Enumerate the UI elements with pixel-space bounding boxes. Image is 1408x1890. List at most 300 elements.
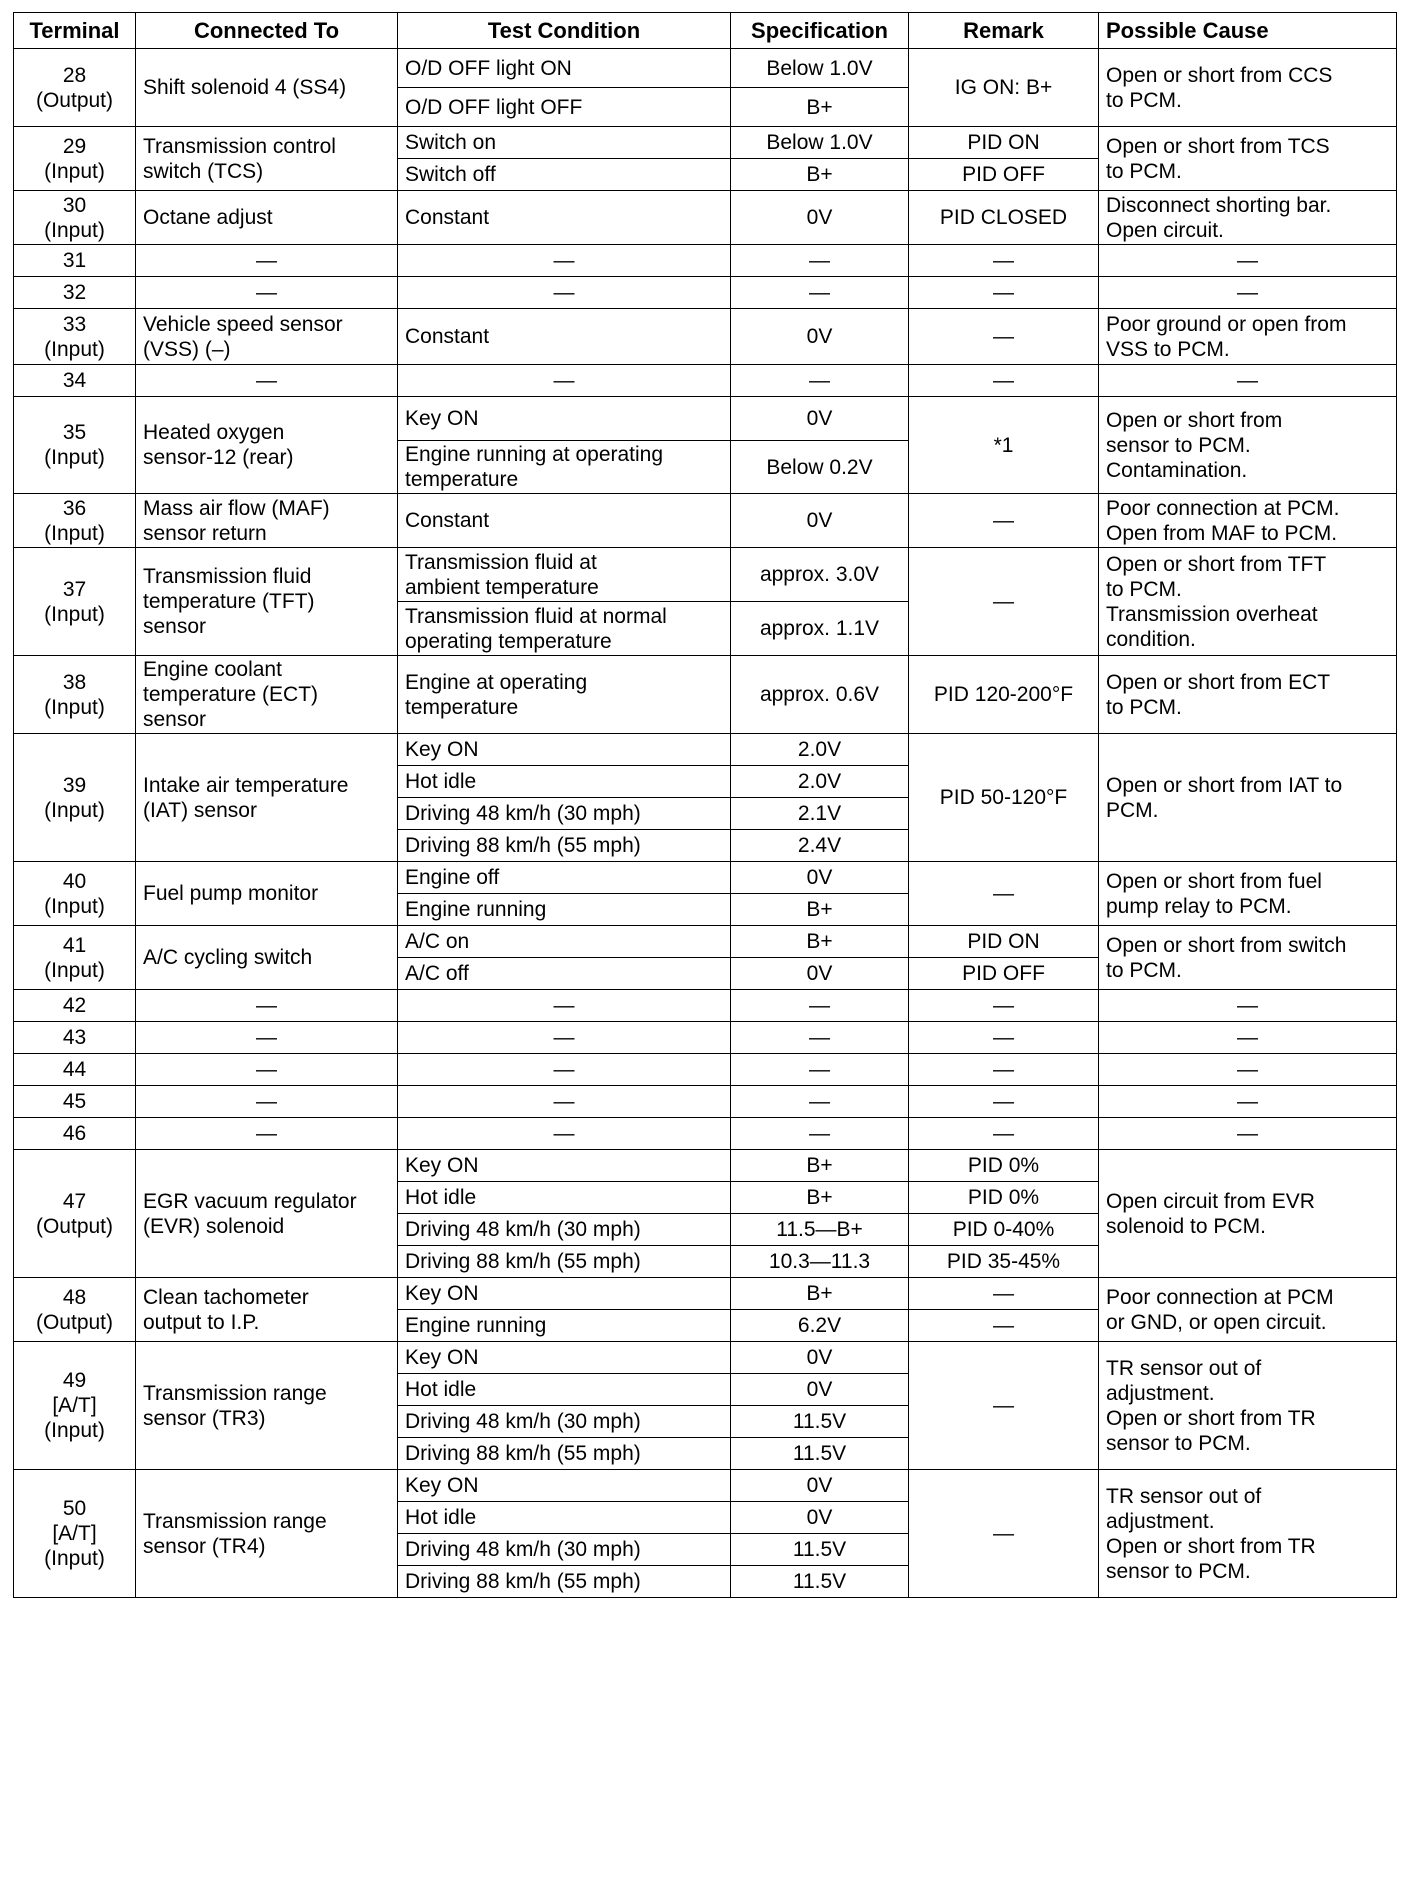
connected-cell-line: EGR vacuum regulator [143,1189,357,1213]
spec-cell [731,798,909,830]
cause-cell-line: Open or short from fuel [1106,869,1322,893]
spec-cell-line: 2.0V [797,738,842,761]
table-row [14,1470,1397,1502]
condition-cell [398,734,731,766]
terminal-cell [14,127,136,191]
remark-cell [909,862,1099,926]
cause-cell-line: to PCM. [1106,159,1182,183]
remark-cell-line: — [993,509,1014,532]
remark-cell: — [909,1118,1099,1150]
spec-cell [731,309,909,365]
spec-cell [731,1310,909,1342]
remark-cell-line: — [993,1282,1014,1305]
connected-cell-line: sensor [143,708,207,731]
spec-cell [731,494,909,548]
terminal-cell [14,1118,136,1150]
cause-cell: — [1099,245,1397,277]
connected-cell [136,1278,398,1342]
terminal-cell [14,309,136,365]
remark-cell-line: PID 0% [967,1154,1040,1177]
condition-cell [398,1182,731,1214]
spec-cell [731,1150,909,1182]
cause-cell-line: VSS to PCM. [1106,337,1230,361]
terminal-cell [14,191,136,245]
condition-cell [398,1150,731,1182]
condition-cell [398,397,731,441]
condition-cell-line: Transmission fluid at [405,550,597,574]
table-row [14,191,1397,245]
connected-cell-line: Heated oxygen [143,421,285,444]
remark-cell-line: PID 0% [967,1186,1040,1209]
connected-cell [136,397,398,494]
header-row [14,13,1397,49]
condition-cell-line: Constant [405,206,490,229]
cause-cell [1099,191,1397,245]
connected-cell: — [136,990,398,1022]
terminal-cell-line: (Input) [44,521,105,545]
spec-cell [731,441,909,494]
connected-cell: — [136,1086,398,1118]
cause-cell-line: Open or short from TR [1106,1406,1316,1430]
spec-cell [731,88,909,127]
spec-cell [731,1502,909,1534]
condition-cell-line: Driving 88 km/h (55 mph) [405,1442,641,1465]
remark-cell [909,1342,1099,1470]
condition-cell [398,1246,731,1278]
terminal-cell-line: 37 [62,577,87,601]
table-row [14,1022,1397,1054]
table-row [14,1086,1397,1118]
table-row [14,245,1397,277]
cause-cell-line: TR sensor out of [1106,1484,1262,1508]
spec-cell-line: 0V [806,1474,833,1497]
table-row [14,277,1397,309]
remark-cell [909,127,1099,159]
terminal-cell-line: 30 [62,193,87,217]
cause-cell-line: TR sensor out of [1106,1356,1262,1380]
cause-cell-line: condition. [1106,627,1196,651]
connected-cell-line: Clean tachometer [143,1285,309,1309]
condition-cell: — [398,1022,731,1054]
table-row [14,127,1397,159]
terminal-cell-line: (Output) [35,1214,114,1238]
condition-cell-line: Driving 48 km/h (30 mph) [405,802,641,825]
cause-cell-line: to PCM. [1106,695,1182,719]
spec-cell: — [731,277,909,309]
terminal-cell [14,548,136,656]
cause-cell-line: adjustment. [1106,1381,1215,1405]
table-row [14,1150,1397,1182]
remark-cell [909,1150,1099,1182]
condition-cell [398,1278,731,1310]
condition-cell-line: ambient temperature [405,575,599,599]
spec-cell-line: 0V [806,206,833,229]
condition-cell-line: Constant [405,325,490,348]
cause-cell [1099,127,1397,191]
condition-cell [398,602,731,656]
table-row [14,1118,1397,1150]
header-remark: Remark [909,13,1099,49]
condition-cell-line: Hot idle [405,1186,477,1209]
remark-cell: — [909,990,1099,1022]
condition-cell-line: Hot idle [405,770,477,793]
condition-cell-line: Switch on [405,131,497,154]
connected-cell-line: A/C cycling switch [143,946,313,969]
terminal-cell-line: 31 [62,249,87,272]
condition-cell-line: Transmission fluid at normal [405,604,667,628]
condition-cell [398,191,731,245]
remark-cell-line: PID ON [967,930,1040,953]
remark-cell-line: PID OFF [962,163,1045,186]
spec-cell [731,1342,909,1374]
condition-cell [398,1534,731,1566]
cause-cell-line: Transmission overheat [1106,602,1318,626]
connected-cell-line: sensor (TR4) [143,1534,266,1558]
connected-cell-line: Transmission fluid [143,565,312,588]
condition-cell-line: operating temperature [405,629,612,653]
terminal-cell-line: (Input) [44,958,105,982]
spec-cell-line: B+ [806,1282,833,1305]
cause-cell [1099,1342,1397,1470]
condition-cell-line: Switch off [405,163,496,186]
connected-cell-line: Transmission range [143,1381,327,1405]
condition-cell-line: Key ON [405,407,479,430]
condition-cell: — [398,1118,731,1150]
terminal-cell-line: (Output) [35,1310,114,1334]
remark-cell [909,494,1099,548]
cause-cell [1099,734,1397,862]
table-body [14,49,1397,1598]
terminal-cell [14,990,136,1022]
connected-cell [136,191,398,245]
connected-cell: — [136,1118,398,1150]
connected-cell [136,309,398,365]
remark-cell-line: — [993,1522,1014,1545]
spec-cell-line: B+ [806,898,833,921]
remark-cell-line: PID 50-120°F [939,786,1068,809]
terminal-cell-line: 44 [62,1058,87,1081]
table-row [14,1342,1397,1374]
condition-cell [398,766,731,798]
spec-cell-line: 0V [806,866,833,889]
terminal-cell-line: 40 [62,869,87,893]
connected-cell-line: sensor [143,615,207,638]
connected-cell-line: Octane adjust [143,206,273,229]
spec-cell [731,958,909,990]
table-row [14,309,1397,365]
condition-cell: — [398,365,731,397]
spec-cell-line: B+ [806,1186,833,1209]
connected-cell: — [136,245,398,277]
spec-cell [731,1438,909,1470]
spec-cell [731,830,909,862]
remark-cell [909,734,1099,862]
cause-cell-line: to PCM. [1106,88,1182,112]
connected-cell-line: Mass air flow (MAF) [143,496,330,520]
spec-cell: — [731,990,909,1022]
spec-cell [731,1470,909,1502]
header-connected-to: Connected To [136,13,398,49]
spec-cell-line: B+ [806,95,833,119]
condition-cell-line: Driving 88 km/h (55 mph) [405,1570,641,1593]
spec-cell [731,862,909,894]
connected-cell-line: Shift solenoid 4 (SS4) [143,76,347,99]
condition-cell: — [398,245,731,277]
cause-cell: — [1099,1022,1397,1054]
spec-cell [731,1374,909,1406]
cause-cell [1099,309,1397,365]
terminal-cell [14,277,136,309]
cause-cell-line: sensor to PCM. [1106,1559,1251,1583]
terminal-cell-line: 38 [62,670,87,694]
terminal-cell-line: 50 [62,1497,87,1520]
condition-cell [398,88,731,127]
cause-cell: — [1099,365,1397,397]
spec-cell-line: 10.3—11.3 [768,1250,871,1273]
spec-cell-line: 0V [806,962,833,985]
spec-cell [731,926,909,958]
spec-cell [731,1278,909,1310]
remark-cell-line: — [993,882,1014,905]
remark-cell [909,958,1099,990]
spec-cell: — [731,1086,909,1118]
terminal-cell [14,245,136,277]
cause-cell-line: adjustment. [1106,1509,1215,1533]
spec-cell [731,602,909,656]
spec-cell: — [731,1118,909,1150]
spec-cell-line: Below 0.2V [766,455,873,479]
condition-cell [398,127,731,159]
cause-cell-line: Open or short from switch [1106,933,1347,957]
remark-cell [909,548,1099,656]
spec-cell [731,548,909,602]
condition-cell: — [398,990,731,1022]
header-test-condition: Test Condition [398,13,731,49]
connected-cell: — [136,1054,398,1086]
terminal-cell-line: 39 [62,773,87,797]
terminal-cell-line: (Input) [44,695,105,719]
terminal-cell [14,494,136,548]
remark-cell-line: — [993,1314,1014,1337]
remark-cell: — [909,245,1099,277]
connected-cell: — [136,365,398,397]
connected-cell-line: output to I.P. [143,1310,260,1334]
terminal-cell [14,926,136,990]
cause-cell [1099,656,1397,734]
connected-cell-line: (EVR) solenoid [143,1214,285,1238]
condition-cell [398,798,731,830]
remark-cell [909,1182,1099,1214]
spec-cell-line: approx. 1.1V [759,617,880,640]
condition-cell-line: Key ON [405,1474,479,1497]
condition-cell-line: temperature [405,468,519,491]
connected-cell-line: switch (TCS) [143,159,264,183]
spec-cell-line: 6.2V [797,1314,842,1337]
condition-cell [398,656,731,734]
table-row [14,1054,1397,1086]
table-row [14,548,1397,602]
connected-cell-line: Intake air temperature [143,773,349,797]
spec-cell [731,159,909,191]
connected-cell [136,656,398,734]
condition-cell-line: Key ON [405,1282,479,1305]
table-row [14,49,1397,88]
terminal-cell-line: 43 [62,1026,87,1049]
spec-cell: — [731,1054,909,1086]
terminal-cell-line: (Input) [44,446,105,469]
terminal-cell-line: (Input) [44,798,105,822]
connected-cell [136,862,398,926]
condition-cell-line: Engine running at operating [405,443,664,466]
terminal-cell-line: 33 [62,312,87,336]
connected-cell [136,494,398,548]
cause-cell [1099,1470,1397,1598]
connected-cell-line: Engine coolant [143,658,282,681]
table-row [14,990,1397,1022]
condition-cell-line: temperature [405,695,519,719]
remark-cell-line: PID CLOSED [939,206,1068,229]
cause-cell-line: Open or short from IAT to [1106,773,1343,797]
remark-cell-line: *1 [993,433,1014,457]
terminal-cell [14,49,136,127]
cause-cell-line: Open or short from TR [1106,1534,1316,1558]
table-row [14,397,1397,441]
table-row [14,656,1397,734]
header-specification: Specification [731,13,909,49]
condition-cell-line: Hot idle [405,1506,477,1529]
cause-cell [1099,49,1397,127]
terminal-cell [14,365,136,397]
terminal-cell-line: (Input) [44,894,105,918]
cause-cell-line: Poor ground or open from [1106,312,1347,336]
connected-cell-line: temperature (ECT) [143,683,319,706]
terminal-cell-line: 47 [62,1189,87,1213]
condition-cell [398,926,731,958]
spec-cell-line: 11.5—B+ [776,1218,863,1241]
spec-cell [731,397,909,441]
cause-cell-line: to PCM. [1106,958,1182,982]
spec-cell [731,127,909,159]
remark-cell [909,1214,1099,1246]
cause-cell-line: sensor to PCM. [1106,433,1251,457]
terminal-cell-line: 29 [62,134,87,158]
cause-cell: — [1099,1118,1397,1150]
spec-cell [731,894,909,926]
spec-cell-line: Below 1.0V [766,56,873,80]
terminal-cell-line: 36 [62,496,87,520]
terminal-cell-line: 48 [62,1285,87,1309]
spec-cell-line: 11.5V [792,1570,847,1593]
terminal-cell [14,397,136,494]
terminal-cell-line: 41 [62,933,87,957]
condition-cell: — [398,1054,731,1086]
terminal-cell-line: (Input) [44,337,105,361]
cause-cell-line: Open or short from TCS [1106,134,1330,158]
table-row [14,926,1397,958]
terminal-cell-line: 34 [62,369,87,392]
terminal-cell-line: (Input) [44,1547,105,1570]
connected-cell-line: Fuel pump monitor [143,882,319,905]
terminal-cell-line: (Output) [35,88,114,112]
condition-cell-line: A/C off [405,962,469,985]
cause-cell [1099,926,1397,990]
cause-cell [1099,1150,1397,1278]
spec-cell [731,49,909,88]
connected-cell-line: sensor-12 (rear) [143,446,294,469]
condition-cell [398,441,731,494]
condition-cell [398,49,731,88]
condition-cell-line: Key ON [405,738,479,761]
condition-cell-line: Driving 88 km/h (55 mph) [405,834,641,857]
condition-cell [398,159,731,191]
connected-cell [136,1150,398,1278]
remark-cell: — [909,277,1099,309]
cause-cell [1099,397,1397,494]
condition-cell-line: Driving 48 km/h (30 mph) [405,1410,641,1433]
condition-cell-line: O/D OFF light ON [405,56,572,80]
cause-cell-line: Open or short from [1106,408,1283,432]
cause-cell-line: Open or short from CCS [1106,63,1333,87]
cause-cell-line: PCM. [1106,798,1159,822]
cause-cell-line: Poor connection at PCM [1106,1285,1334,1309]
connected-cell-line: sensor return [143,521,267,545]
cause-cell: — [1099,990,1397,1022]
connected-cell [136,926,398,990]
spec-cell [731,1566,909,1598]
terminal-specification-table [13,12,1397,1598]
remark-cell: — [909,1086,1099,1118]
cause-cell [1099,548,1397,656]
connected-cell-line: (IAT) sensor [143,798,257,822]
spec-cell-line: B+ [806,1154,833,1177]
condition-cell-line: Driving 88 km/h (55 mph) [405,1250,641,1273]
cause-cell-line: Disconnect shorting bar. [1106,193,1332,217]
spec-cell [731,766,909,798]
spec-cell-line: 0V [806,1506,833,1529]
terminal-cell-line: 35 [62,421,87,444]
spec-cell-line: Below 1.0V [766,131,873,154]
connected-cell-line: Transmission range [143,1509,327,1533]
terminal-cell [14,1342,136,1470]
remark-cell-line: PID OFF [962,962,1045,985]
remark-cell [909,1246,1099,1278]
remark-cell [909,1278,1099,1310]
cause-cell [1099,1278,1397,1342]
cause-cell-line: Open circuit. [1106,218,1224,242]
remark-cell [909,49,1099,127]
condition-cell [398,958,731,990]
condition-cell [398,894,731,926]
table-row [14,734,1397,766]
condition-cell [398,1342,731,1374]
remark-cell-line: PID 0-40% [952,1218,1055,1241]
spec-cell-line: 2.0V [797,770,842,793]
connected-cell [136,548,398,656]
remark-cell [909,1310,1099,1342]
spec-cell-line: 2.1V [797,802,842,825]
cause-cell-line: Contamination. [1106,458,1248,482]
condition-cell-line: Driving 48 km/h (30 mph) [405,1538,641,1561]
condition-cell [398,1566,731,1598]
spec-cell [731,1534,909,1566]
terminal-cell [14,656,136,734]
cause-cell: — [1099,1054,1397,1086]
spec-cell-line: approx. 0.6V [759,683,880,706]
remark-cell-line: — [993,590,1014,613]
remark-cell: — [909,1022,1099,1054]
terminal-cell [14,1278,136,1342]
connected-cell [136,1470,398,1598]
